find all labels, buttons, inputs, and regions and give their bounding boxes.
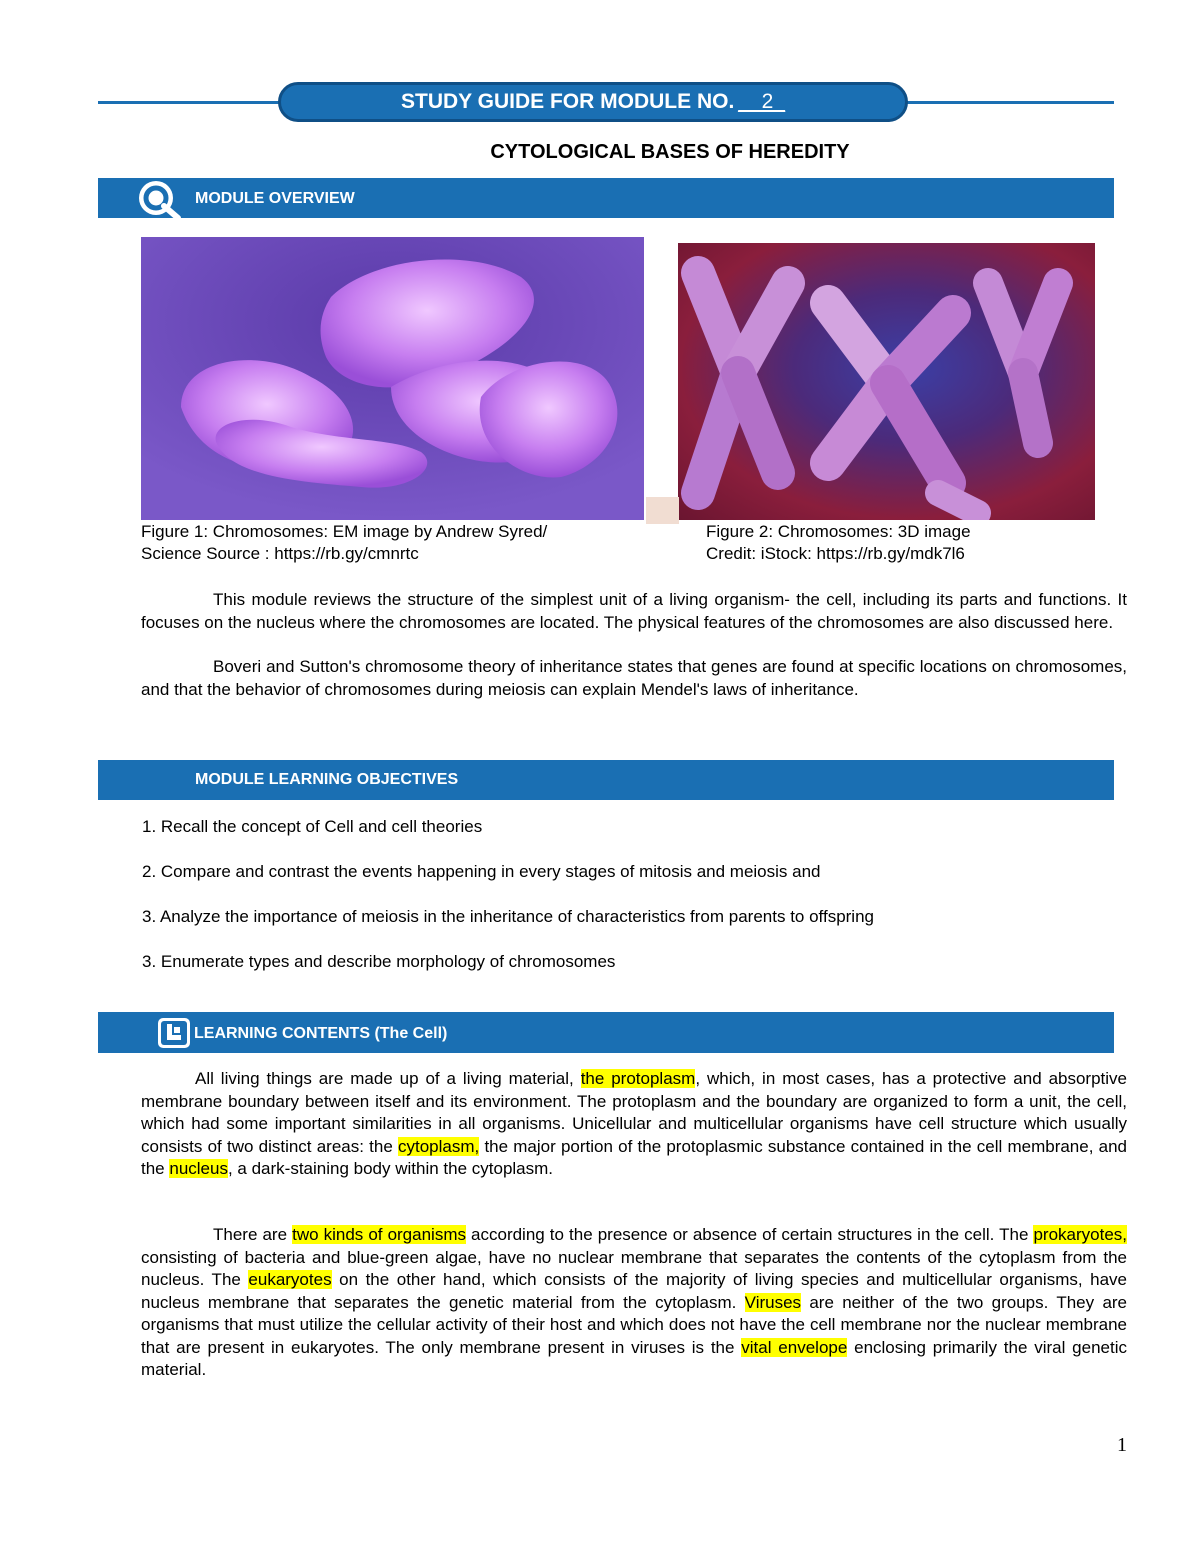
text-run: , which, in most cases, has a protective and absorptive membrane boundary between itself and its environment. The protoplasm and the boundary are organized to form a unit, the cell, which had some important similarities in all organisms. Unicellular and multicellular organisms have cell structure which usually consists of two distinct areas: the: [141, 1069, 1128, 1156]
highlight-viruses: Viruses: [744, 1292, 802, 1312]
objective-item: 3. Analyze the importance of meiosis in the inheritance of characteristics from parents to offspring: [142, 907, 874, 926]
text-run: enclosing primarily the viral genetic material.: [141, 1337, 1127, 1379]
section-title-objectives: MODULE LEARNING OBJECTIVES: [195, 771, 459, 788]
text-run: according to the presence or absence of certain structures in the cell. The: [465, 1225, 1034, 1244]
text-run: are neither of the two groups. They are organisms that must utilize the cellular activity of their host and which does not have the cell membrane nor the nuclear membrane that are present in eukaryotes. The only membrane present in viruses is the: [141, 1292, 1128, 1357]
figure-1-caption-line2: Science Source : https://rb.gy/cmnrtc: [141, 544, 419, 563]
magnifier-icon: [136, 176, 182, 222]
highlight-prokaryotes: prokaryotes,: [1033, 1225, 1127, 1244]
book-icon: [156, 1016, 192, 1050]
figure-2-caption-line2: Credit: iStock: https://rb.gy/mdk7l6: [706, 544, 965, 563]
figure-2-caption-line1: Figure 2: Chromosomes: 3D image: [706, 522, 971, 541]
objective-item: 1. Recall the concept of Cell and cell theories: [142, 817, 483, 836]
text-run: on the other hand, which consists of the majority of living species and multicellular organisms, have nucleus membrane that separates the genetic material from the cytoplasm.: [141, 1270, 1127, 1312]
section-bar-objectives: [98, 760, 1114, 800]
highlight-cytoplasm: cytoplasm,: [398, 1136, 480, 1156]
figure-1-caption: [141, 521, 547, 565]
section-title-contents: LEARNING CONTENTS (The Cell): [194, 1025, 448, 1042]
text-run: , a dark-staining body within the cytoplasm.: [227, 1159, 554, 1178]
text-run: the major portion of the protoplasmic substance contained in the cell membrane, and the: [141, 1136, 1127, 1178]
section-title-overview: MODULE OVERVIEW: [195, 190, 355, 207]
contents-paragraph-2: [141, 1224, 1127, 1382]
objective-item: 2. Compare and contrast the events happening in every stages of mitosis and meiosis and: [142, 862, 821, 881]
overview-paragraph-2: Boveri and Sutton's chromosome theory of inheritance states that genes are found at specific locations on chromosomes, and that the behavior of chromosomes during meiosis can explain Mendel's laws of inheritance.: [141, 657, 1127, 699]
highlight-eukaryotes: eukaryotes: [248, 1270, 332, 1289]
header-rule-left: [98, 101, 280, 104]
page-number: 1: [1117, 1434, 1127, 1456]
image-gap-swatch: [646, 497, 679, 524]
chromosome-em-image: [141, 237, 644, 520]
contents-paragraph-1: [141, 1068, 1127, 1181]
figure-2-caption: [706, 521, 971, 565]
module-header-pill: [278, 82, 908, 122]
highlight-two-kinds: two kinds of organisms: [292, 1225, 466, 1244]
page-title: CYTOLOGICAL BASES OF HEREDITY: [490, 141, 850, 163]
highlight-protoplasm: the protoplasm: [580, 1069, 696, 1088]
module-header-label: STUDY GUIDE FOR MODULE NO.: [400, 90, 735, 113]
objective-item: 3. Enumerate types and describe morphology of chromosomes: [142, 952, 616, 971]
text-run: consisting of bacteria and blue-green algae, have no nuclear membrane that separates the contents of the cytoplasm from the nucleus. The: [141, 1247, 1127, 1289]
module-number: __2_: [738, 90, 785, 113]
highlight-nucleus: nucleus: [169, 1159, 228, 1178]
figure-1-caption-line1: Figure 1: Chromosomes: EM image by Andrew Syred/: [141, 522, 548, 541]
header-rule-right: [906, 101, 1114, 104]
highlight-vital-envelope: vital envelope: [741, 1337, 848, 1357]
chromosome-3d-image: [678, 243, 1095, 520]
text-run: All living things are made up of a living material,: [195, 1069, 581, 1088]
section-bar-overview: [98, 178, 1114, 218]
overview-paragraph-1: This module reviews the structure of the simplest unit of a living organism- the cell, including its parts and functions. It focuses on the nucleus where the chromosomes are located. The physical features of the chromosomes are also discussed here.: [141, 590, 1127, 632]
text-run: There are: [213, 1225, 293, 1244]
section-bar-contents: [98, 1012, 1114, 1053]
